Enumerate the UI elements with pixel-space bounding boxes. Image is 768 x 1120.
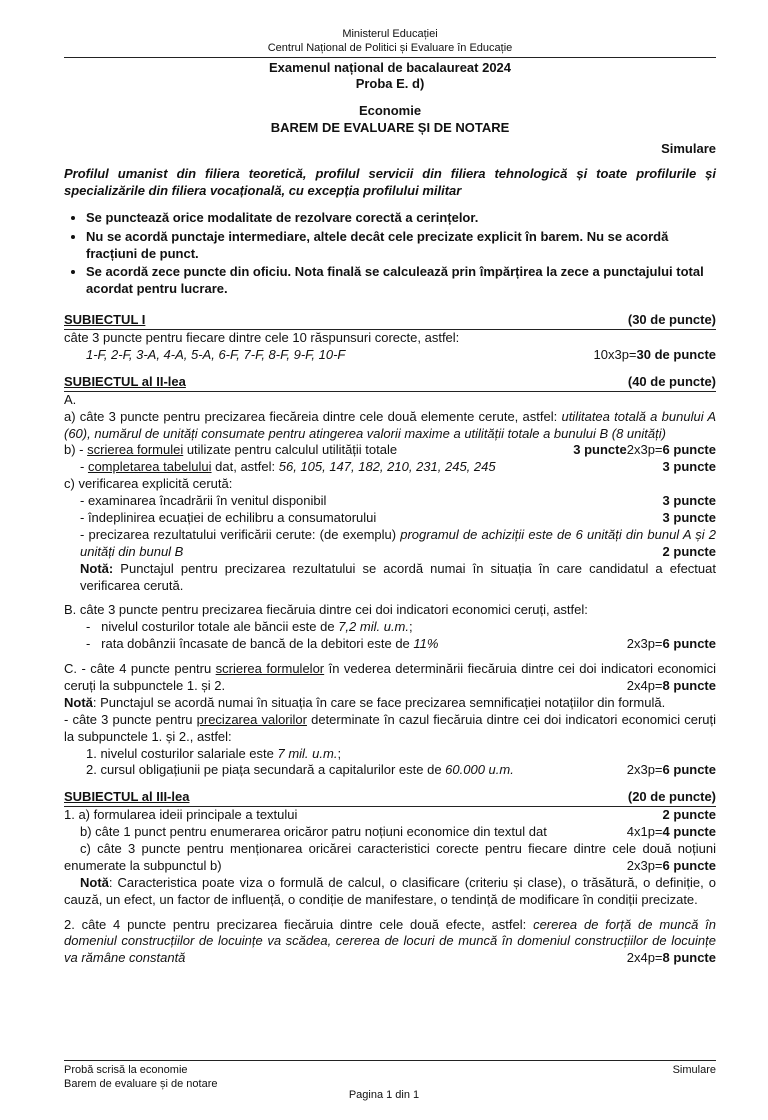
s3-1b-points: 4 puncte bbox=[662, 824, 716, 840]
section-3-points: (20 de puncte) bbox=[627, 789, 716, 805]
s2-a-b1-points: 3 puncte bbox=[573, 442, 627, 458]
s3-1c-calc: 2x3p= bbox=[626, 857, 663, 873]
s3-2-calc: 2x4p= bbox=[626, 950, 663, 966]
s2-c1-pre: C. - câte 4 puncte pentru bbox=[64, 661, 216, 677]
section-1-title: SUBIECTUL I bbox=[64, 312, 146, 328]
s2-c2-points: 6 puncte bbox=[662, 762, 716, 778]
s2-c2-calc: 2x3p= bbox=[626, 762, 663, 778]
s3-1b-calc: 4x1p= bbox=[626, 824, 663, 840]
s2-c2-1-post: ; bbox=[337, 745, 342, 761]
s2-b-intro: B. câte 3 puncte pentru precizarea fiecăruia dintre cei doi indicatori economici ceruți, astfel: bbox=[64, 602, 588, 618]
document-body bbox=[64, 28, 716, 967]
s2-c-nota bbox=[64, 695, 716, 712]
s2-b-calc: 2x3p= bbox=[626, 636, 663, 652]
s2-c1 bbox=[64, 661, 716, 695]
s2-c2-1-text: 1. nivelul costurilor salariale este bbox=[86, 745, 278, 761]
s3-1b-text: b) câte 1 punct pentru enumerarea oricăror patru noțiuni economice din textul dat bbox=[80, 824, 547, 840]
section-1-points: (30 de puncte) bbox=[627, 312, 716, 328]
s3-2-pre: 2. câte 4 puncte pentru precizarea fiecăruia dintre cele două efecte, astfel: bbox=[64, 916, 534, 932]
s2-c-nota-text: : Punctajul se acordă numai în situația în care se face precizarea semnificației notațiilor din formulă. bbox=[92, 694, 666, 710]
s2-a-c2-points: 3 puncte bbox=[662, 509, 716, 525]
s2-a-c1-text: - examinarea încadrării în venitul disponibil bbox=[80, 493, 327, 509]
s2-a-nota bbox=[64, 561, 716, 595]
s3-1a-points: 2 puncte bbox=[662, 807, 716, 823]
s3-nota bbox=[64, 875, 716, 909]
s1-answers: 1-F, 2-F, 3-A, 4-A, 5-A, 6-F, 7-F, 8-F, 9-F, 10-F bbox=[86, 346, 346, 362]
s2-a-c2-text: - îndeplinirea ecuației de echilibru a consumatorului bbox=[80, 509, 377, 525]
s1-intro: câte 3 puncte pentru fiecare dintre cele 10 răspunsuri corecte, astfel: bbox=[64, 330, 460, 346]
s2-a-b1-underlined: scrierea formulei bbox=[87, 442, 184, 458]
center-name: Centrul Național de Politici și Evaluare în Educație bbox=[267, 41, 513, 54]
s3-1a-text: 1. a) formularea ideii principale a textului bbox=[64, 807, 298, 823]
s2-a-b2-underlined: completarea tabelului bbox=[87, 459, 212, 475]
s2-a-nota-label: Notă: bbox=[80, 560, 114, 576]
s2-b2: - rata dobânzii încasate de bancă de la debitori este de 11% 2x3p=6 puncte bbox=[86, 636, 716, 652]
s3-nota-text: : Caracteristica poate viza o formulă de calcul, o clasificare (criteriu și clase), o trăsătură, o definiție, o cauză, un efect, un factor de influență, o condiție de manifestare, o tendință de modificare în condiții precizate. bbox=[64, 874, 716, 907]
rules-list bbox=[64, 210, 716, 298]
s2-a-b2-pre: - bbox=[80, 459, 88, 475]
s2-a-b1-pre: b) - bbox=[64, 442, 88, 458]
s3-2 bbox=[64, 917, 716, 968]
s2-c2-underlined: precizarea valorilor bbox=[196, 711, 307, 727]
s2-c2-pre: - câte 3 puncte pentru bbox=[64, 711, 197, 727]
s2-a-a-answer: utilitatea totală a bunului A (60), numărul de unități consumate pentru atingerea valorii maxime a utilității totale a bunului B (8 unități) bbox=[64, 408, 717, 441]
rule-item: • Nu se acordă punctaje intermediare, altele decât cele precizate explicit în barem. Nu se acordă fracțiuni de punct. bbox=[86, 229, 716, 263]
s2-a-c1-points: 3 puncte bbox=[662, 493, 716, 509]
subject-name: Economie bbox=[358, 103, 422, 119]
s3-1b bbox=[64, 824, 716, 841]
s2-c2-1-value: 7 mil. u.m. bbox=[277, 745, 338, 761]
section-3-title: SUBIECTUL al III-lea bbox=[64, 789, 190, 805]
s2-b-points: 6 puncte bbox=[662, 636, 716, 652]
section-3-header bbox=[64, 789, 716, 807]
page-number: Pagina 1 din 1 bbox=[348, 1089, 420, 1101]
s2-a-c3-answer: programul de achiziții este de 6 unități din bunul A și 2 unități din bunul B bbox=[80, 526, 716, 559]
s3-2-answer: cererea de forță de muncă în domeniul construcțiilor de locuințe va scădea, cererea de locuri de muncă în domeniul construcțiilor de locuințe va rămâne constantă bbox=[64, 916, 716, 966]
s2-c-nota-label: Notă bbox=[64, 694, 93, 710]
exam-title: Examenul național de bacalaureat 2024 bbox=[268, 59, 512, 75]
s2-c2-2 bbox=[64, 762, 716, 779]
s2-a-a-points: 6 puncte bbox=[662, 442, 716, 458]
s2-c2-2-text: 2. cursul obligațiunii pe piața secundară a capitalurilor este de bbox=[86, 762, 446, 778]
s2-c2-post: determinate în cazul fiecăruia dintre cei doi indicatori economici ceruți la subpunctele 1. și 2., astfel: bbox=[64, 711, 717, 744]
s1-answers-row bbox=[64, 347, 716, 364]
s3-nota-label: Notă bbox=[80, 874, 109, 890]
s2-b2-text: rata dobânzii încasate de bancă de la debitori este de bbox=[101, 636, 414, 652]
s1-calc: 10x3p= bbox=[593, 346, 637, 362]
s2-a-b2 bbox=[64, 459, 716, 476]
s2-b1-text: nivelul costurilor totale ale băncii este de bbox=[101, 619, 339, 635]
s2-b1-post: ; bbox=[409, 619, 413, 635]
rule-item: • Se acordă zece puncte din oficiu. Nota finală se calculează prin împărțirea la zece a punctajului total acordat pentru lucrare. bbox=[86, 264, 716, 298]
footer-barem: Barem de evaluare și de notare bbox=[64, 1078, 218, 1091]
s3-1c-text: c) câte 3 puncte pentru menționarea oricărei caracteristici corecte pentru fiecare dintre cele două noțiuni enumerate la subpunctul b) bbox=[64, 841, 716, 873]
s2-a-c3 bbox=[64, 527, 716, 561]
s3-1c-points: 6 puncte bbox=[662, 857, 716, 873]
s2-a-nota-text: Punctajul pentru precizarea rezultatului se acordă numai în situația în care candidatul a efectuat verificarea cerută. bbox=[80, 560, 716, 593]
s2-a-c3-points: 2 puncte bbox=[662, 543, 716, 559]
s2-b1-value: 7,2 mil. u.m. bbox=[338, 619, 409, 635]
s2-c2-2-value: 60.000 u.m. bbox=[445, 762, 514, 778]
s2-c1-underlined: scrierea formulelor bbox=[215, 661, 325, 677]
s2-c1-calc: 2x4p= bbox=[626, 678, 663, 693]
s3-1c bbox=[64, 841, 716, 875]
s2-c2 bbox=[64, 712, 716, 746]
s2-c1-points: 8 puncte bbox=[662, 678, 716, 693]
footer-exam: Probă scrisă la economie bbox=[64, 1064, 188, 1076]
profile-text: Profilul umanist din filiera teoretică, profilul servicii din filiera tehnologică și toate profilurile și specializările din filiera vocațională, cu excepția profilului militar bbox=[64, 165, 716, 198]
s2-a-c1 bbox=[64, 493, 716, 510]
s2-c1-post: în vederea determinării fiecăruia dintre cei doi indicatori economici ceruți la subpunctele 1. și 2. bbox=[64, 661, 716, 693]
ministry-name: Ministerul Educației bbox=[342, 28, 438, 40]
s2-a-b1-post: utilizate pentru calculul utilității totale bbox=[183, 442, 398, 458]
s3-1a bbox=[64, 807, 716, 824]
s2-a-b2-values: 56, 105, 147, 182, 210, 231, 245, 245 bbox=[278, 459, 496, 475]
s2-a-a-text: a) câte 3 puncte pentru precizarea fiecăreia dintre cele două elemente cerute, astfel: bbox=[64, 408, 562, 424]
section-1-header bbox=[64, 312, 716, 330]
barem-title: BAREM DE EVALUARE ȘI DE NOTARE bbox=[270, 120, 510, 136]
header-divider bbox=[64, 57, 716, 58]
s2-a-c3-pre: - precizarea rezultatului verificării cerute: (de exemplu) bbox=[80, 526, 401, 542]
s3-2-points: 8 puncte bbox=[662, 950, 716, 966]
proba-title: Proba E. d) bbox=[355, 76, 425, 92]
s2-a-b2-post: dat, astfel: bbox=[211, 459, 279, 475]
s2-a-b1 bbox=[64, 442, 627, 459]
s2-b1: - nivelul costurilor totale ale băncii este de 7,2 mil. u.m.; bbox=[86, 619, 413, 635]
page-footer bbox=[64, 1060, 716, 1092]
section-2-header bbox=[64, 374, 716, 392]
s2-a-c2 bbox=[64, 510, 716, 527]
section-2-title: SUBIECTUL al II-lea bbox=[64, 373, 186, 389]
s2-a-b2-points: 3 puncte bbox=[662, 459, 716, 475]
s2-b2-value: 11% bbox=[413, 636, 439, 652]
s1-total: 30 de puncte bbox=[636, 346, 716, 362]
simulare-label: Simulare bbox=[661, 141, 716, 157]
s2-a-a-calc: 2x3p= bbox=[626, 442, 663, 458]
s2-a-label: A. bbox=[64, 391, 77, 407]
s2-c2-1 bbox=[64, 746, 716, 763]
section-2-points: (40 de puncte) bbox=[627, 373, 716, 389]
s2-a-c: c) verificarea explicită cerută: bbox=[64, 476, 233, 492]
footer-simulare: Simulare bbox=[672, 1064, 716, 1076]
rule-item: • Se punctează orice modalitate de rezolvare corectă a cerințelor. bbox=[86, 210, 716, 227]
